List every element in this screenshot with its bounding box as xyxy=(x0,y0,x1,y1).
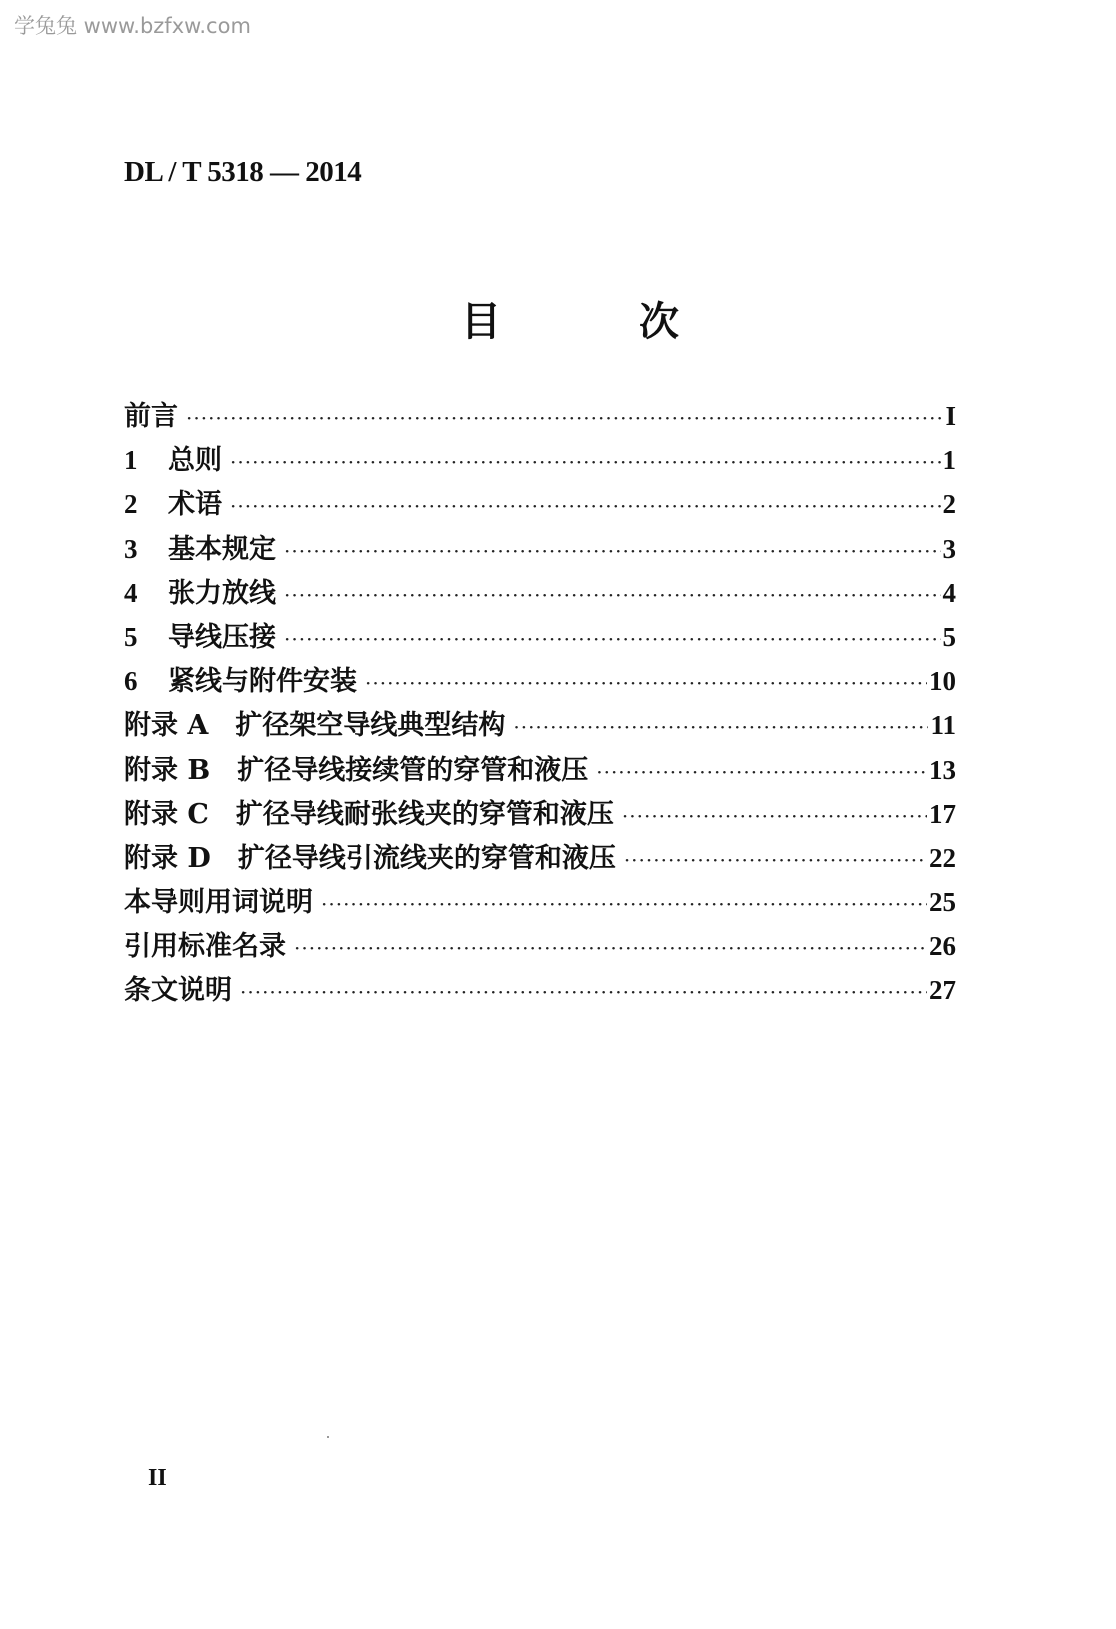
toc-entry-page: 17 xyxy=(929,798,956,829)
toc-entry-label: 本导则用词说明 xyxy=(124,887,313,919)
toc-entry-label: 张力放线 xyxy=(168,577,276,609)
toc-entry-label: 附录 D 扩径导线引流线夹的穿管和液压 xyxy=(124,842,616,874)
toc-entry-appendix-a[interactable] xyxy=(124,703,956,747)
toc-entry-page: 13 xyxy=(929,754,956,785)
table-of-contents xyxy=(124,394,956,1013)
toc-entry-label: 附录 B 扩径导线接续管的穿管和液压 xyxy=(124,754,589,786)
toc-entry-appendix-b[interactable] xyxy=(124,748,956,792)
toc-leader-dots xyxy=(596,760,927,784)
toc-entry-label: 基本规定 xyxy=(168,533,276,565)
toc-entry-label: 紧线与附件安装 xyxy=(168,666,357,698)
toc-title: 目 次 xyxy=(461,298,741,345)
toc-entry-label: 总则 xyxy=(168,445,222,477)
toc-leader-dots xyxy=(230,494,941,518)
toc-entry-page: 25 xyxy=(929,887,956,918)
toc-entry-page: 27 xyxy=(929,975,956,1006)
toc-entry-page: 2 xyxy=(942,489,956,520)
toc-entry-1[interactable] xyxy=(124,438,956,482)
toc-entry-label: 导线压接 xyxy=(168,621,276,653)
toc-leader-dots xyxy=(284,627,941,651)
toc-entry-6[interactable] xyxy=(124,659,956,703)
toc-entry-label: 附录 A 扩径架空导线典型结构 xyxy=(124,710,506,742)
toc-entry-5[interactable] xyxy=(124,615,956,659)
toc-entry-appendix-c[interactable] xyxy=(124,792,956,836)
toc-entry-preface[interactable] xyxy=(124,394,956,438)
toc-leader-dots xyxy=(622,804,927,828)
toc-leader-dots xyxy=(240,980,927,1004)
toc-entry-number: 4 xyxy=(124,577,138,608)
toc-entry-number: 6 xyxy=(124,666,138,697)
toc-entry-page: 5 xyxy=(942,621,956,652)
toc-entry-page: 3 xyxy=(942,533,956,564)
toc-entry-label: 前言 xyxy=(124,401,178,432)
toc-leader-dots xyxy=(321,892,927,916)
toc-leader-dots xyxy=(186,406,943,430)
toc-entry-2[interactable] xyxy=(124,482,956,526)
toc-entry-label: 附录 C 扩径导线耐张线夹的穿管和液压 xyxy=(124,798,614,830)
toc-entry-referenced-standards[interactable] xyxy=(124,924,956,968)
toc-entry-number: 2 xyxy=(124,489,138,520)
toc-entry-label: 条文说明 xyxy=(124,975,232,1007)
toc-leader-dots xyxy=(284,583,941,607)
toc-entry-label: 术语 xyxy=(168,489,222,521)
toc-leader-dots xyxy=(294,936,927,960)
scan-speck xyxy=(327,1436,329,1438)
toc-leader-dots xyxy=(284,539,941,563)
toc-entry-wording-explanation[interactable] xyxy=(124,880,956,924)
toc-entry-number: 5 xyxy=(124,621,138,652)
toc-entry-page: 4 xyxy=(942,577,956,608)
toc-entry-number: 1 xyxy=(124,445,138,476)
toc-entry-page: 10 xyxy=(929,666,956,697)
toc-entry-label: 引用标准名录 xyxy=(124,931,286,963)
toc-leader-dots xyxy=(513,715,928,739)
page-number: II xyxy=(148,1465,167,1491)
toc-leader-dots xyxy=(230,450,941,474)
toc-entry-3[interactable] xyxy=(124,527,956,571)
toc-entry-number: 3 xyxy=(124,533,138,564)
toc-entry-page: 11 xyxy=(930,710,956,741)
toc-entry-appendix-d[interactable] xyxy=(124,836,956,880)
toc-entry-page: 22 xyxy=(929,842,956,873)
toc-leader-dots xyxy=(624,848,927,872)
toc-entry-page: 1 xyxy=(942,445,956,476)
toc-entry-page: I xyxy=(945,401,956,431)
toc-entry-clause-explanation[interactable] xyxy=(124,968,956,1012)
toc-entry-page: 26 xyxy=(929,931,956,962)
document-code: DL / T 5318 — 2014 xyxy=(124,156,362,188)
toc-leader-dots xyxy=(365,671,927,695)
watermark-text: 学兔兔 www.bzfxw.com xyxy=(14,14,251,38)
toc-entry-4[interactable] xyxy=(124,571,956,615)
